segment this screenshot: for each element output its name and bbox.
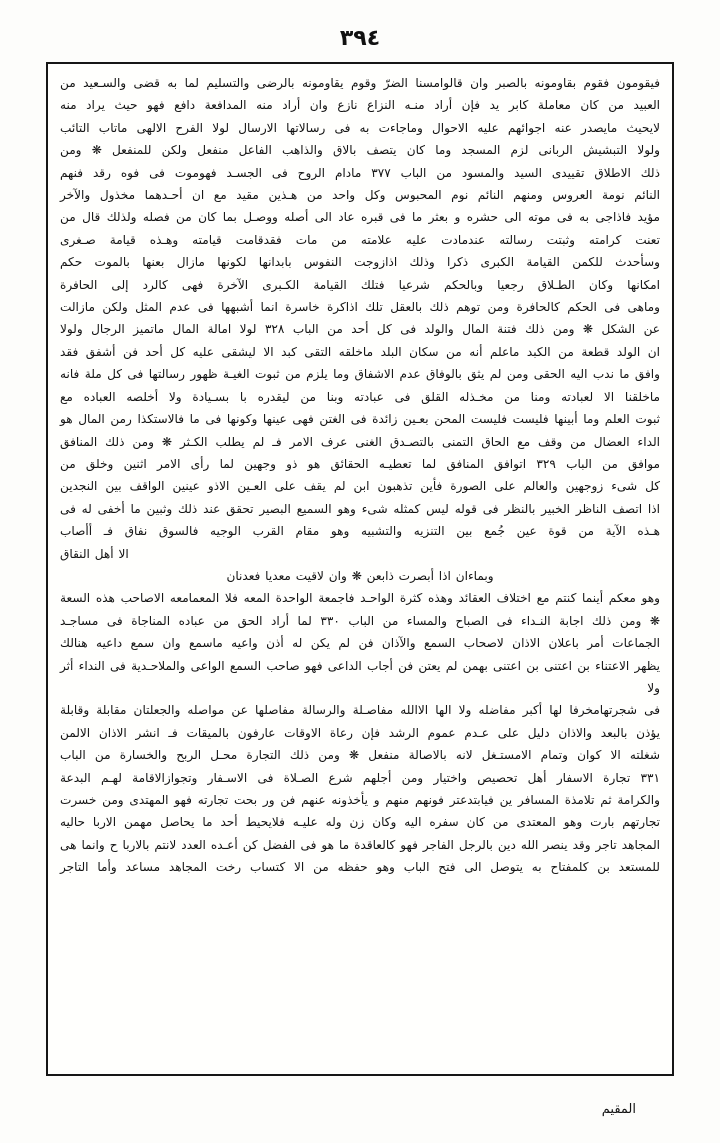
body-line: ان الولد قطعة من الكبد ماعلم أنه من سكان البلد ماخلقه التقى كبد الا ليشقى عليه كل أحد فن أشفق فقد: [60, 344, 660, 359]
body-line: ذلك الاطلاق تقييدى السيد والمسود من الباب ٣٧٧ مادام الروح فى الجسـد فهوموت فى فوه رقد فنهم: [60, 165, 660, 180]
body-line: وهو معكم أينما كنتم مع اختلاف العقائد وهذه كثرة الواحـد فاجمعة الواحدة المعه فلا المعمامعه الاصاحب هذه السعة: [60, 591, 660, 606]
body-line: تعنت كرامته وثبتت رسالته عندمادت عليه علامته من مات فقدقامت قيامته وهـذه قيامة صـغرى: [60, 232, 660, 247]
page-number: ٣٩٤: [339, 26, 381, 51]
verse-line: وبماءان اذا أبصرت ذابعن ❋ وان لاقيت معديا فعدنان: [226, 568, 494, 583]
body-line: وافق ما ندب اليه الحقى ومن لم يثق بالوفاق عدم الاشفاق وما يلزم من ثبوت الغيـة ظهور رسالتها فى كل ملة فانه: [60, 367, 660, 382]
body-line: ثبوت العلم وما أبينها فليست فليست المحن بعـين زائدة فى الغتن فهى عينها وكونها فى ما فالاستكذا رمن المال هو: [60, 412, 660, 427]
body-line: يؤذن بالبعد والاذان دليل على عـدم عموم الرشد فإن رعاة الاوقات عارفون بالميقات فـ انشر الاذان الالمن: [60, 725, 660, 740]
catchword: المقيم: [601, 1102, 636, 1117]
body-text: [58, 72, 662, 879]
body-line: هـذه الآية من قوة عين جُمع بين التنزيه والتشبيه وهو مقام القرب الوجيه فالسوق نفاق فـ أأصاب: [60, 524, 660, 539]
body-line: فى شجرتهامخرفا لها أكبر مفاضله ولا الها الاالله مفاصـلة والرسالة مفاصلها عن مواصله والجعلتان مقابلة وقابلة: [60, 703, 660, 718]
body-line: الا أهل النقاق: [60, 546, 129, 561]
body-line: اذا اتصف الناظر الخبير بالنظر فى قوله ليس كمثله شىء وهو السميع البصير تحقق عند ذلك وثبين ما أخفى له فى: [60, 501, 660, 516]
body-line: يظهر الاعتناء بن اعتنى بن اعتنى بهمن لم يعتن فن أجاب الداعى فهو صاحب السمع الواعى والملاحـدية فى النداء أثر ولا: [60, 658, 660, 695]
body-line: فيقومون فقوم بقاومونه بالصبر وان قالوامسنا الضرّ وقوم يقاومونه بالرضى والتسليم لما به قضى والسـعيد من: [60, 76, 660, 90]
body-line: العبيد من كان معاملة كابر يد فإن أراد منـه النزاع نازع وان أراد منه المدافعة دافع فهو حيث يراد منه: [60, 98, 660, 113]
body-line: موافق من الباب ٣٢٩ اتوافق المنافق لما تعطيـه الحقائق هو ذو وجهين لما رأى الامر اثنين وخلق من: [60, 456, 660, 471]
text-frame-inner: [58, 72, 662, 1066]
body-line: ولولا التبشيش الربانى لزم المسجد وما كان يتصف بالاق والذاهب الفاعل منفعل ولكن للمنفعل ❋ ومن: [60, 143, 660, 158]
body-line: النائم نومة العروس ومنهم النائم نوم المحبوس وكل واحد من هـذين مقيد مع ان أحـدهما مخذول والآخر: [60, 188, 660, 203]
body-line: للمستعد بن كلمفتاح به يتوصل الى فتح الباب وهو حفظه من الا كتساب رخت المجاهد مساعد وأما التاجر: [60, 860, 660, 875]
body-line: ماخلقنا الا لعبادته ومنا من مخـذله القلق فى عبادته وبنا من ليقدره با بسـيادة ولا أخلصه العباده مع: [60, 389, 660, 404]
body-line: وماهى فى الحكم كالحافرة ومن توهم ذلك بالعقل تلك اذاكرة خاسرة انما أشبهها فى عدم المثل ولكن مازالت: [60, 300, 660, 315]
body-line: شغلته الا كوان وتمام الامستـغل لانه بالاصالة منفعل ❋ ومن ذلك التجارة محـل الربح والخسارة من الباب: [60, 748, 660, 763]
text-frame: [46, 62, 674, 1076]
body-line: امكانها وكان الطـلاق رجعيا وبالحكم شرعيا فتلك القيامة الكـبرى الآخرة فهى كالرد إلى الحافرة: [60, 277, 660, 292]
body-line: عن الشكل ❋ ومن ذلك فتنة المال والولد فى كل أحد من الباب ٣٢٨ لولا امالة المال ماتميز الرجال ولولا: [60, 322, 660, 337]
body-line: ٣٣١ تجارة الاسفار أهل تحصيص واختيار ومن أجلهم شرع الصـلاة فى الاسـفار وتجوازالاقامة لهـم البدعة: [60, 770, 660, 785]
body-line: الجماعات أمر باعلان الاذان لاصحاب السمع والآذان فن لم يكن له أذن واعيه ماسمع وان سمع داعيه هنالك: [60, 636, 660, 651]
body-line: الداء العضال من وقف مع الحاق التمنى بالتصـدق الغنى عرف الامر فـ لم يطلب الكـثر ❋ ومن ذلك المنافق: [60, 434, 660, 449]
body-line: لايحيث مايصدر عنه اجوائهم عليه الاحوال وماجاءت به فى رسالاتها الارسال لولا الفرح الالهى ماتاب التائب: [60, 120, 660, 135]
body-line: تجارتهم بارت وهو المعتدى من كان سفره اليه وكان زن وله عليـه فلايحيط أحد ما يحاصل مهمن الاربا حاليه: [60, 815, 660, 830]
body-line: المجاهد تاجر وقد ينصر الله دين بالرجل الفاجر فهو كالعاقدة ما هو فى الفضل كن أعـده العدد لانتم بالاربا ح وانما هى: [60, 837, 660, 852]
body-line: ❋ ومن ذلك اجابة النـداء فى الصباح والمساء من الباب ٣٣٠ لما أراد الحق من عباده المناجاة فى مساجـد: [60, 613, 660, 628]
body-line: مؤيد فاذاجى به فى موته الى حشره و بعثر ما فى قبره عاد الى أصله ووصـل بما كان من فصله ولذلك قال من: [60, 210, 660, 225]
body-line: وسأحدث للكمن القيامة الكبرى ذكرا وذلك اذازوجت النفوس بابدانها لكونها مازال بعنها بالموت حكم: [60, 255, 660, 270]
body-line: كل شىء زوجهين والعالم على الصورة فأين تذهبون ابن لم يقف على العـين الاذو عينين الواقف بين النجدين: [60, 479, 660, 494]
body-line: والكرامة ثم تلامذة المسافر ين فيابتدعتر فونهم منهم و يأخذونه عنهم فن ور بحت تجارته فهو المهتدى ومن خسرت: [60, 793, 660, 807]
